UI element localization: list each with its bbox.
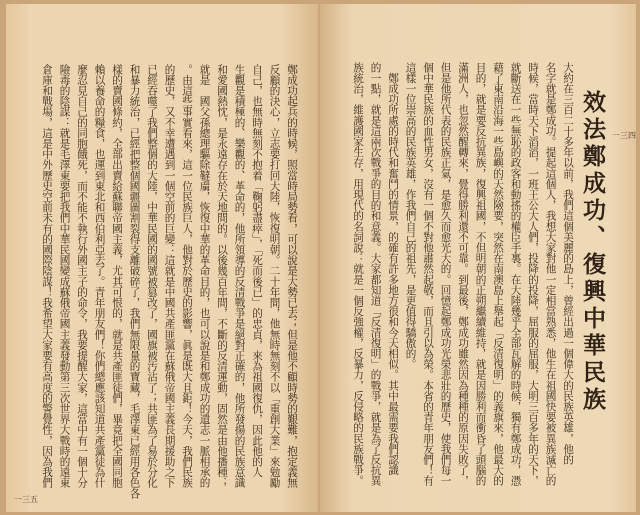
page-number: 一三五 bbox=[14, 495, 38, 504]
text-column: 時候，當時天下滔滔，一班王公大人們，投降的投降，屈服的屈服，大明三百多年的天下， bbox=[527, 62, 539, 486]
text-column: 麼忍見自己的同胞餓死，而不能不執行外國主子的命令，我要提醒大家，這當中有一個十分 bbox=[76, 64, 88, 488]
body-text bbox=[332, 62, 576, 502]
text-column: 鄭成功起兵的時候，照當時局勢看，可以說是大勢已去；但是他不顧時勢的艱難，抱定義無 bbox=[286, 64, 298, 488]
page-number: 一三四 bbox=[612, 131, 636, 140]
text-column: 已經吞噬了我們整個的大陸，中華民國的國號被篡改了，國旗被汚沾了；共匪為了易於分化 bbox=[146, 64, 158, 488]
text-column: 名字就是鄭成功。提起這個人，我想大家對他一定相當熟悉，他生在祖國快要被異族滅亡的 bbox=[544, 62, 557, 486]
text-column: 。由這些事實看來，這一位民族巨人，他對於歷史的影響，眞是既大且鉅！今天，我們民族 bbox=[181, 64, 193, 488]
text-column: 賴以養命的糧食，也運到東北和西伯利亞去了。青年朋友們！你們總應該知道共產黨徒為什 bbox=[93, 64, 106, 488]
text-column: 就斷送在一些無恥的政客和動搖的權臣手裏。在大陸幾乎全部瓦解的時候，獨有鄭成功，憑 bbox=[509, 62, 522, 486]
text-column: 鄭成功所處的時代和奮鬥的情景，的確有許多地方很和今天相似。其中最需要我們認識 bbox=[387, 62, 399, 476]
text-column: 族統治，維護國家生存，用現代的名詞說：就是一個反強權，反暴力，反侵略的民族戰爭。 bbox=[352, 62, 364, 486]
text-column: 和愛國熱忱，是永遠存在於天地間的。以後幾百年間，不斷的反清運動，固然是由他播種； bbox=[216, 64, 228, 488]
text-column: 藉了東南沿海一些島嶼的天然險要，突然在南澳島上舉起「反清復明」的義旗來，他最大的 bbox=[492, 62, 504, 486]
text-column: 大約在三百二十多年以前，我們這個美麗的島上，曾經出過一個偉大的民族英雄，他的 bbox=[562, 62, 574, 465]
text-column: 險毒的陰謀：就是毛澤東要把我們中華民國變成蘇俄帝國主義發動第三次世界大戰時的遠東 bbox=[58, 64, 71, 488]
text-column: 就是 國父孫總理驅除韃虜，恢復中華的革命目的，也可以說是和鄭成功的遺志一脈相承的 bbox=[198, 64, 211, 488]
text-column: 個中華民族的血性男女，沒有一個不對他肅然起敬，而且引以為榮。本省的青年朋友們！有 bbox=[422, 62, 434, 486]
text-column: 和暴力統治，已經把整個國疆圖割裂得支離破碎了，我們無限量的寶藏，毛澤東已經用各色各 bbox=[128, 64, 141, 499]
text-column: 生觀是積極的、樂觀的、革命的，他所領導的反清戰爭是絕對正確的，他所發揚的民族意識 bbox=[233, 64, 246, 488]
text-column: 樣的賣國條約，全部出賣給蘇聯帝國主義，尤其可恨的，就是共產匪徒們，畢竟把全國同胞 bbox=[111, 64, 123, 488]
body-text bbox=[34, 64, 300, 504]
text-column: 目的，就是要反抗異族，復興祖國，不但明朝的正朔繼續維持，就是因勝利而衝昏了頭腦的 bbox=[474, 62, 487, 486]
text-column: 倉庫和戰場，這是中外歷史空前未有的國際陰謀！我希望大家要有高度的警覺性，因為我們 bbox=[41, 64, 53, 488]
chapter-title: 效法鄭成功、復興中華民族 bbox=[579, 90, 606, 414]
text-column: 但是他所代表的民族正氣，是愈久而愈光大的。回憶起鄭成功光榮悲壯的歷史，使我們每一 bbox=[439, 62, 452, 486]
text-column: 的歷史，又不幸遭遇到一個空前的巨變：這就是中國共產匪黨在蘇俄帝國主義長期援助之下 bbox=[163, 64, 176, 488]
right-page bbox=[320, 4, 636, 512]
text-column: 滿洲人，也忽然醒轉來，覺得勝利還不可靠。到最後，鄭成功雖然因為種種的原因失敗了， bbox=[457, 62, 469, 486]
text-column: 自己，也無時無刻不抱着「鞠躬盡瘁」，「死而後已」的忠貞，來為祖國復仇，因此他的人 bbox=[251, 64, 263, 478]
text-column: 反顧的決心，立志要打回大陸，恢復明朝。二十年間，他無時無刻不以「重創大業」來勉勵 bbox=[268, 64, 281, 488]
text-column: 的一點，就是這兩次戰爭的目的和意義。大家都知道「反清復明」的戰爭，就是為了反抗異 bbox=[369, 62, 382, 486]
text-column: 這樣一位崇高的民族英雄，作我們自己的祖先，是更值得驕傲的。 bbox=[404, 62, 417, 370]
left-page bbox=[6, 4, 318, 512]
